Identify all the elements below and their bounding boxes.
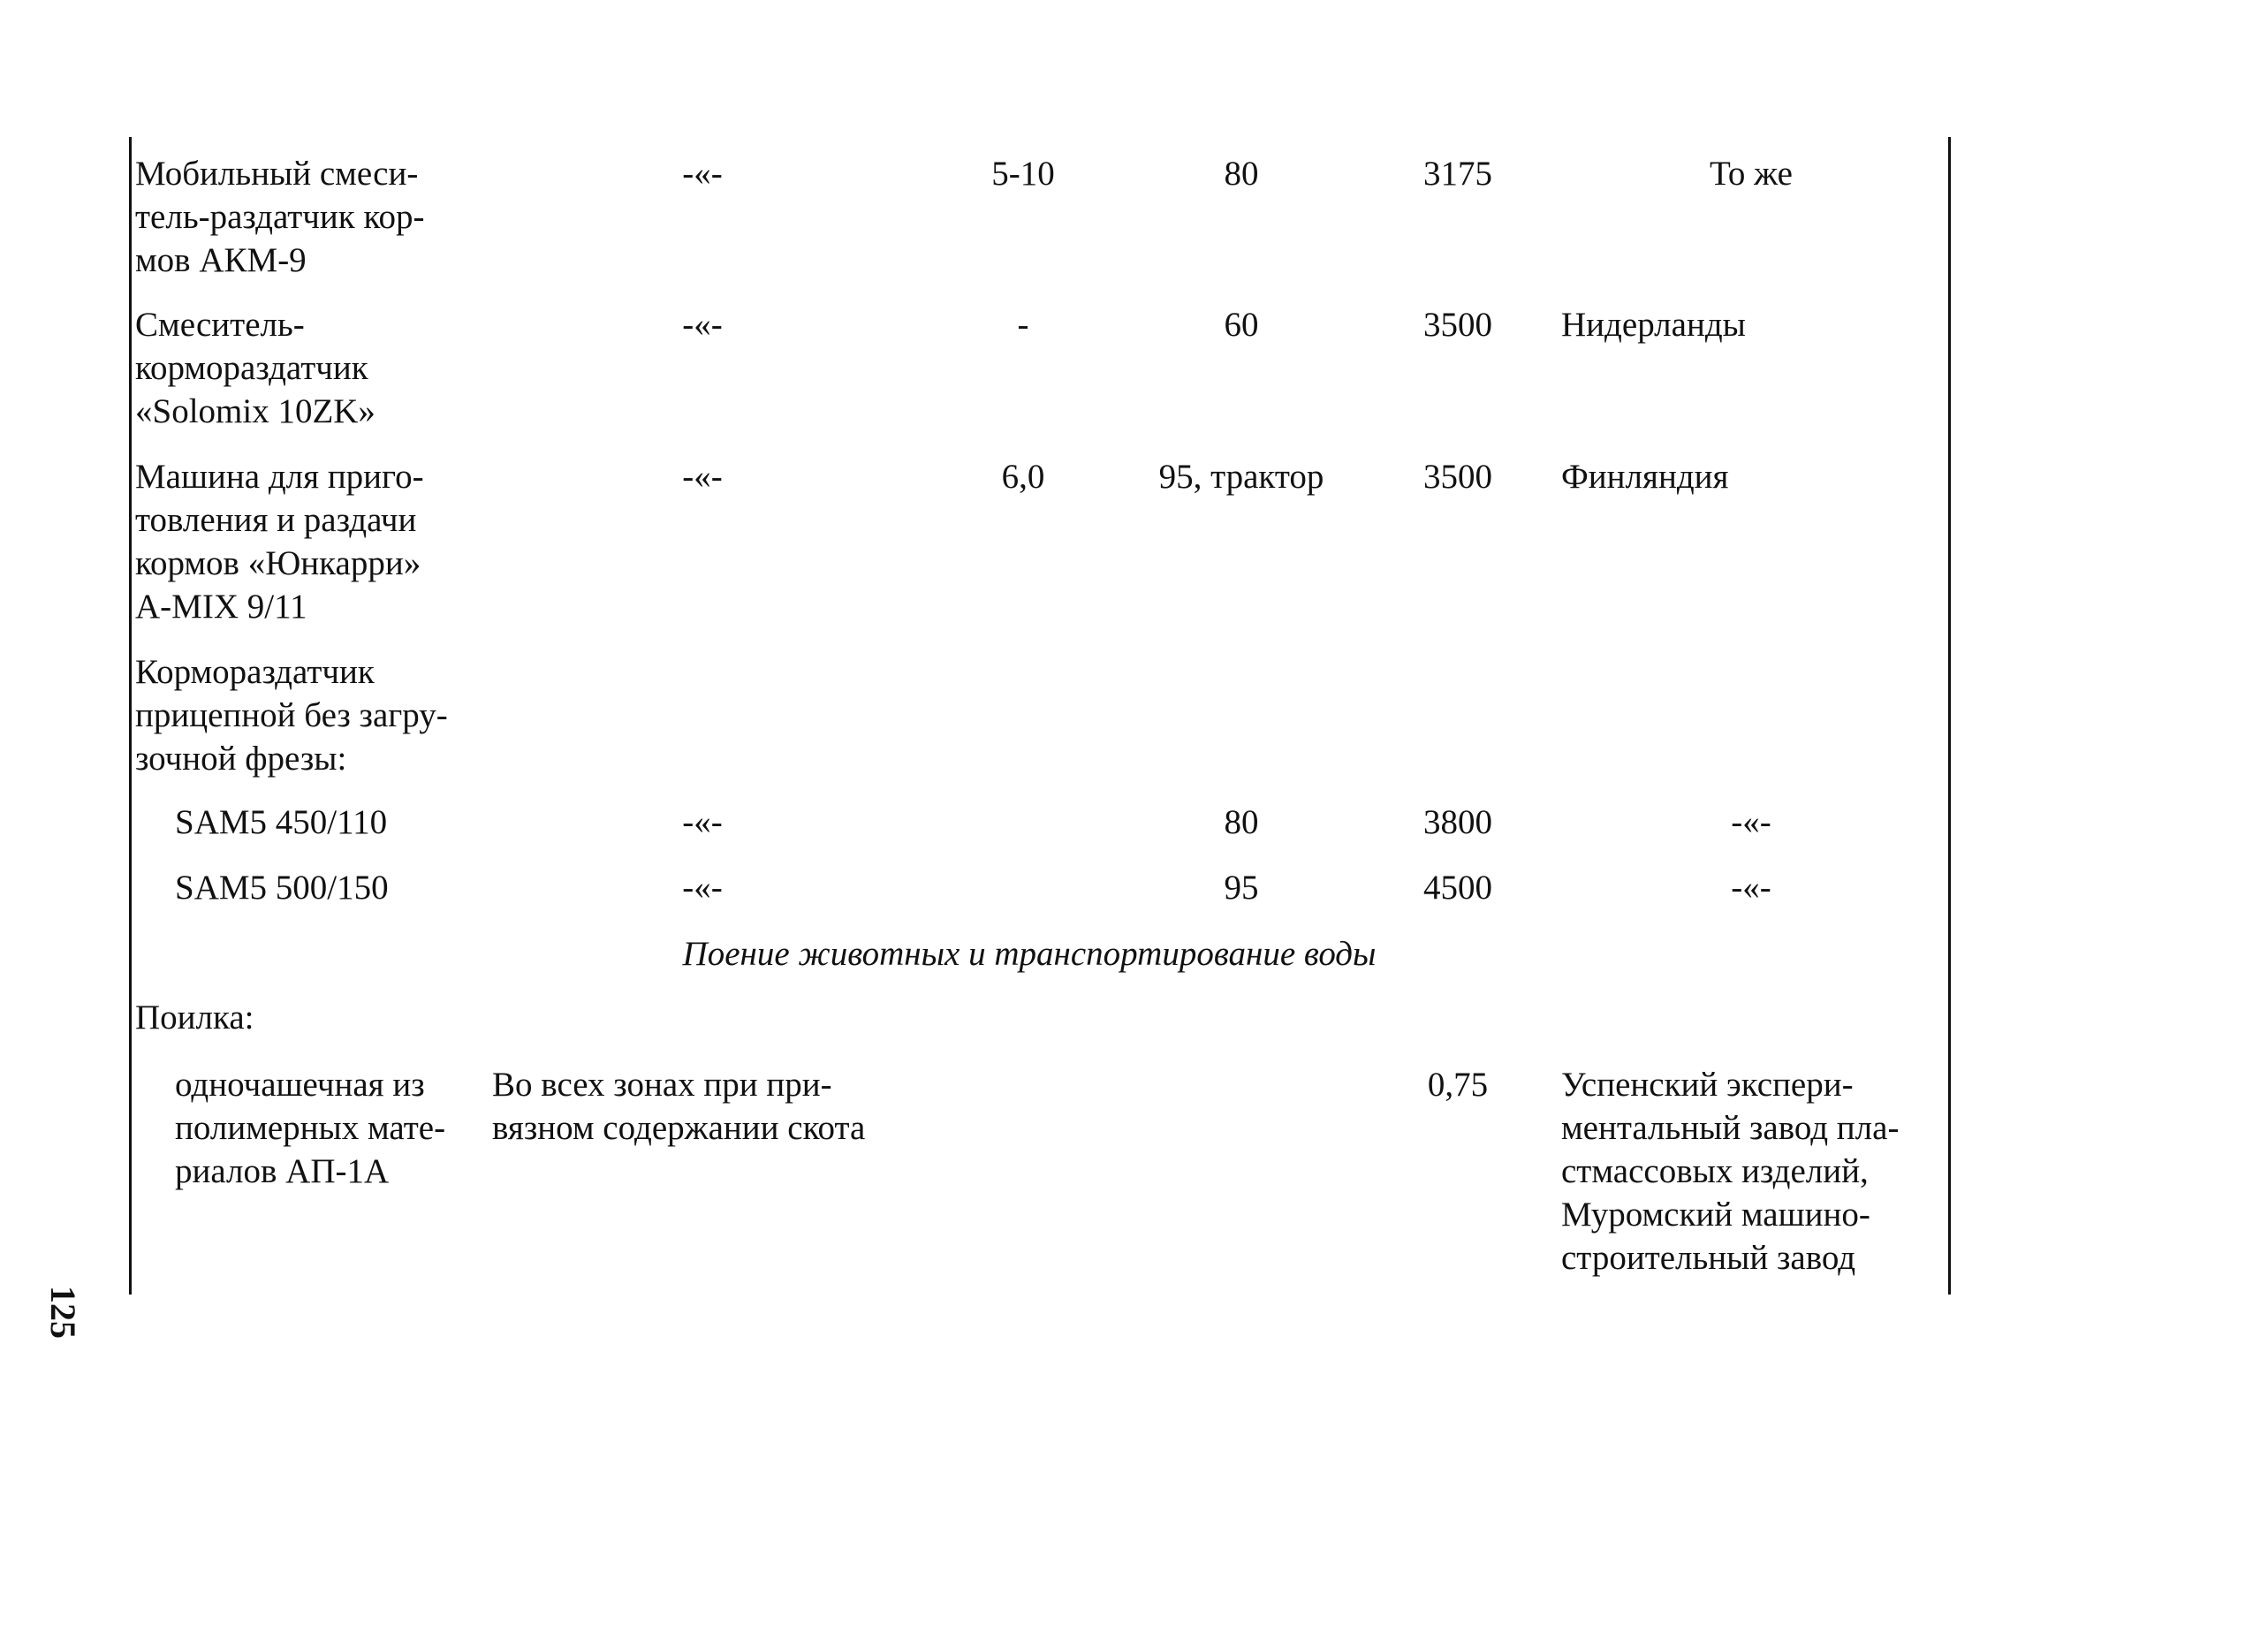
last-row-maker-line-5: строительный завод	[1561, 1239, 1856, 1277]
row-4-name-line-1: Кормораздатчик	[135, 653, 375, 691]
row-1-name-line-1: Мобильный смеси-	[135, 155, 419, 193]
row-5-zone: -«-	[682, 803, 723, 841]
last-row-name-line-1: одночашечная из	[175, 1066, 425, 1104]
row-2-name-line-1: Смеситель-	[135, 306, 305, 344]
row-1-maker: То же	[1710, 155, 1793, 193]
table-left-border	[129, 137, 132, 1295]
last-row-zone-line-1: Во всех зонах при при-	[492, 1066, 832, 1104]
row-2-maker: Нидерланды	[1561, 306, 1746, 344]
group-label: Поилка:	[135, 999, 254, 1037]
row-2-price: 3500	[1423, 306, 1492, 344]
row-1-power: 80	[1224, 155, 1259, 193]
row-3-maker: Финляндия	[1561, 458, 1729, 496]
row-5-power: 80	[1224, 803, 1259, 841]
row-1-name-line-2: тель-раздатчик кор-	[135, 198, 425, 236]
row-4-name-line-3: зочной фрезы:	[135, 740, 347, 778]
table-right-border	[1948, 137, 1951, 1295]
row-2-zone: -«-	[682, 306, 723, 344]
row-2-name-line-3: «Solomix 10ZK»	[135, 392, 375, 430]
row-5-price: 3800	[1423, 803, 1492, 841]
row-1-price: 3175	[1423, 155, 1492, 193]
last-row-maker-line-2: ментальный завод пла-	[1561, 1109, 1900, 1147]
row-2-power: 60	[1224, 306, 1259, 344]
last-row-maker-line-3: стмассовых изделий,	[1561, 1152, 1869, 1190]
last-row-maker-line-1: Успенский экспери-	[1561, 1066, 1854, 1104]
row-1-zone: -«-	[682, 155, 723, 193]
row-2-capacity: -	[1017, 306, 1029, 344]
row-5-name: SAM5 450/110	[175, 803, 388, 841]
last-row-name-line-2: полимерных мате-	[175, 1109, 446, 1147]
last-row-price: 0,75	[1427, 1066, 1489, 1104]
page-number: 125	[43, 1286, 83, 1339]
row-3-power: 95, трактор	[1158, 458, 1324, 496]
row-3-name-line-4: A-MIX 9/11	[135, 588, 307, 626]
last-row-zone-line-2: вязном содержании скота	[492, 1109, 866, 1147]
row-3-price: 3500	[1423, 458, 1492, 496]
row-3-name-line-1: Машина для приго-	[135, 458, 424, 496]
row-3-name-line-3: кормов «Юнкарри»	[135, 544, 421, 582]
row-6-power: 95	[1224, 869, 1259, 907]
row-2-name-line-2: кормораздатчик	[135, 349, 368, 387]
row-3-capacity: 6,0	[1001, 458, 1045, 496]
row-6-price: 4500	[1423, 869, 1492, 907]
row-6-maker: -«-	[1731, 869, 1771, 907]
row-1-capacity: 5-10	[991, 155, 1055, 193]
row-3-name-line-2: товления и раздачи	[135, 501, 417, 539]
last-row-maker-line-4: Муромский машино-	[1561, 1196, 1870, 1234]
row-1-name-line-3: мов АКМ-9	[135, 241, 307, 279]
row-5-maker: -«-	[1731, 803, 1771, 841]
section-title: Поение животных и транспортирование воды	[682, 935, 1377, 973]
row-6-name: SAM5 500/150	[175, 869, 389, 907]
row-4-name-line-2: прицепной без загру-	[135, 696, 448, 734]
row-3-zone: -«-	[682, 458, 723, 496]
row-6-zone: -«-	[682, 869, 723, 907]
last-row-name-line-3: риалов АП-1А	[175, 1152, 390, 1190]
